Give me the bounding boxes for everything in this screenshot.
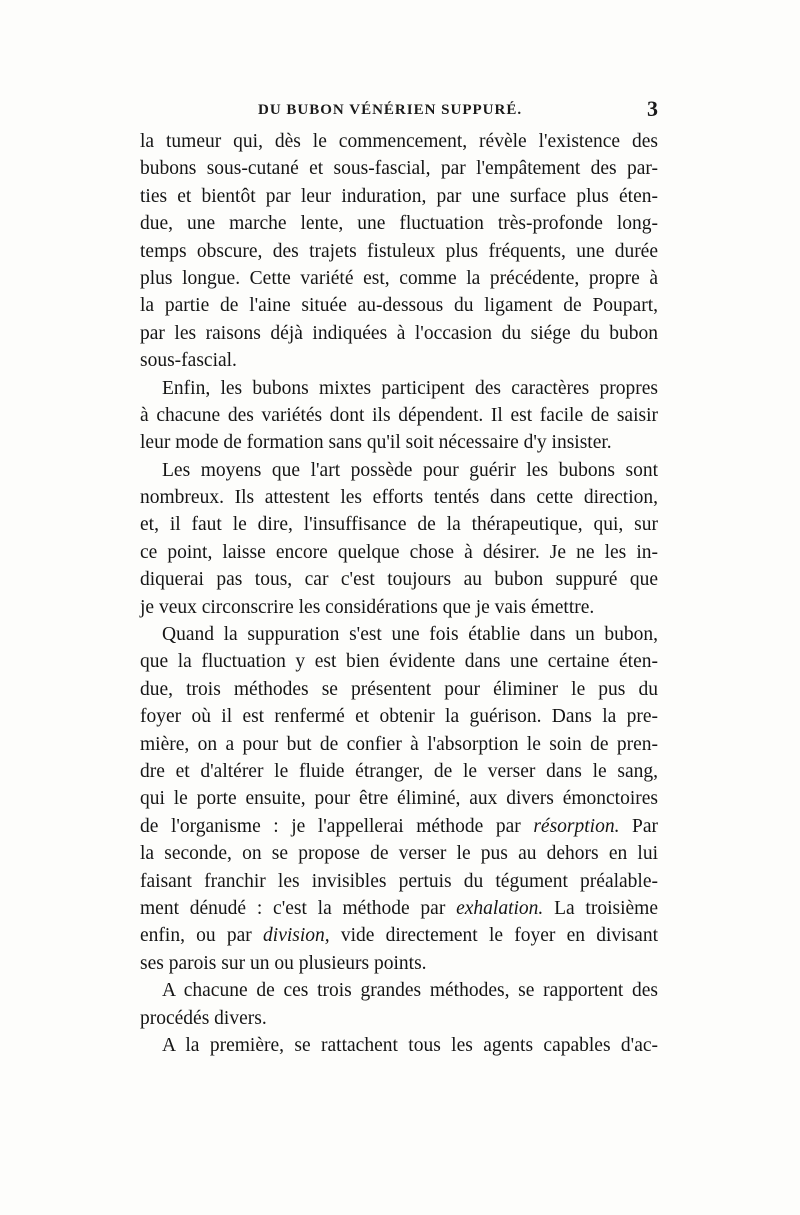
italic-term: résorption. xyxy=(533,815,620,837)
text-line: la seconde, on se propose de verser le pus au dehors en lui xyxy=(140,843,658,865)
running-header xyxy=(140,96,658,126)
text-line: bubons sous-cutané et sous-fascial, par l'empâtement des par- xyxy=(140,158,658,180)
text-line: la tumeur qui, dès le commencement, révèle l'existence des xyxy=(140,131,658,152)
text-line: procédés divers. xyxy=(140,1007,267,1029)
italic-term: exhalation. xyxy=(456,897,544,919)
text-line: sous-fascial. xyxy=(140,350,237,372)
text-line: ce point, laisse encore quelque chose à désirer. Je ne les in- xyxy=(140,541,658,563)
running-title: DU BUBON VÉNÉRIEN SUPPURÉ. xyxy=(258,102,523,118)
paragraph xyxy=(140,621,658,977)
text-segment: ment dénudé : c'est la méthode par xyxy=(140,897,457,919)
italic-term: division, xyxy=(263,925,330,947)
text-line: et, il faut le dire, l'insuffisance de la thérapeutique, qui, sur xyxy=(140,514,658,536)
text-line: due, une marche lente, une fluctuation très-profonde long- xyxy=(140,213,658,235)
body-text xyxy=(140,128,658,1059)
text-line: par les raisons déjà indiquées à l'occasion du siége du bubon xyxy=(140,322,658,344)
text-segment: La troisième xyxy=(543,897,658,919)
paragraph xyxy=(140,977,658,1032)
text-line: due, trois méthodes se présentent pour éliminer le pus du xyxy=(140,678,658,700)
text-line: je veux circonscrire les considérations que je vais émettre. xyxy=(140,596,595,618)
text-line: la partie de l'aine située au-dessous du ligament de Poupart, xyxy=(140,295,658,317)
text-line xyxy=(140,813,658,840)
text-line: qui le porte ensuite, pour être éliminé, aux divers émonctoires xyxy=(140,788,658,810)
text-line: foyer où il est renfermé et obtenir la guérison. Dans la pre- xyxy=(140,706,658,728)
text-line: plus longue. Cette variété est, comme la précédente, propre à xyxy=(140,267,658,289)
text-line xyxy=(140,895,658,922)
text-line: Les moyens que l'art possède pour guérir les bubons sont xyxy=(162,459,658,481)
text-line xyxy=(140,922,658,949)
paragraph xyxy=(140,128,658,375)
paragraph xyxy=(140,457,658,621)
text-line: dre et d'altérer le fluide étranger, de le verser dans le sang, xyxy=(140,760,658,782)
text-line: Quand la suppuration s'est une fois établie dans un bubon, xyxy=(162,624,658,646)
text-line: à chacune des variétés dont ils dépendent. Il est facile de saisir xyxy=(140,404,658,426)
text-segment: vide directement le foyer en divisant xyxy=(329,925,658,947)
text-line: que la fluctuation y est bien évidente dans une certaine éten- xyxy=(140,651,658,673)
text-segment: de l'organisme : je l'appellerai méthode par xyxy=(140,815,534,837)
paragraph xyxy=(140,1032,658,1059)
text-line: faisant franchir les invisibles pertuis du tégument préalable- xyxy=(140,870,658,892)
text-segment: enfin, ou par xyxy=(140,925,264,947)
text-line: mière, on a pour but de confier à l'absorption le soin de pren- xyxy=(140,733,658,755)
paragraph xyxy=(140,375,658,457)
text-line: leur mode de formation sans qu'il soit nécessaire d'y insister. xyxy=(140,432,612,454)
text-line: Enfin, les bubons mixtes participent des caractères propres xyxy=(162,377,658,399)
text-line: temps obscure, des trajets fistuleux plus fréquents, une durée xyxy=(140,240,658,262)
page-number: 3 xyxy=(647,96,658,121)
text-line: ses parois sur un ou plusieurs points. xyxy=(140,952,427,974)
text-line: A chacune de ces trois grandes méthodes, se rapportent des xyxy=(162,980,658,1002)
text-line: nombreux. Ils attestent les efforts tentés dans cette direction, xyxy=(140,487,658,509)
text-segment: Par xyxy=(619,815,659,837)
text-line: ties et bientôt par leur induration, par une surface plus éten- xyxy=(140,185,658,207)
text-line: A la première, se rattachent tous les agents capables d'ac- xyxy=(162,1034,658,1056)
text-line: diquerai pas tous, car c'est toujours au bubon suppuré que xyxy=(140,569,658,591)
